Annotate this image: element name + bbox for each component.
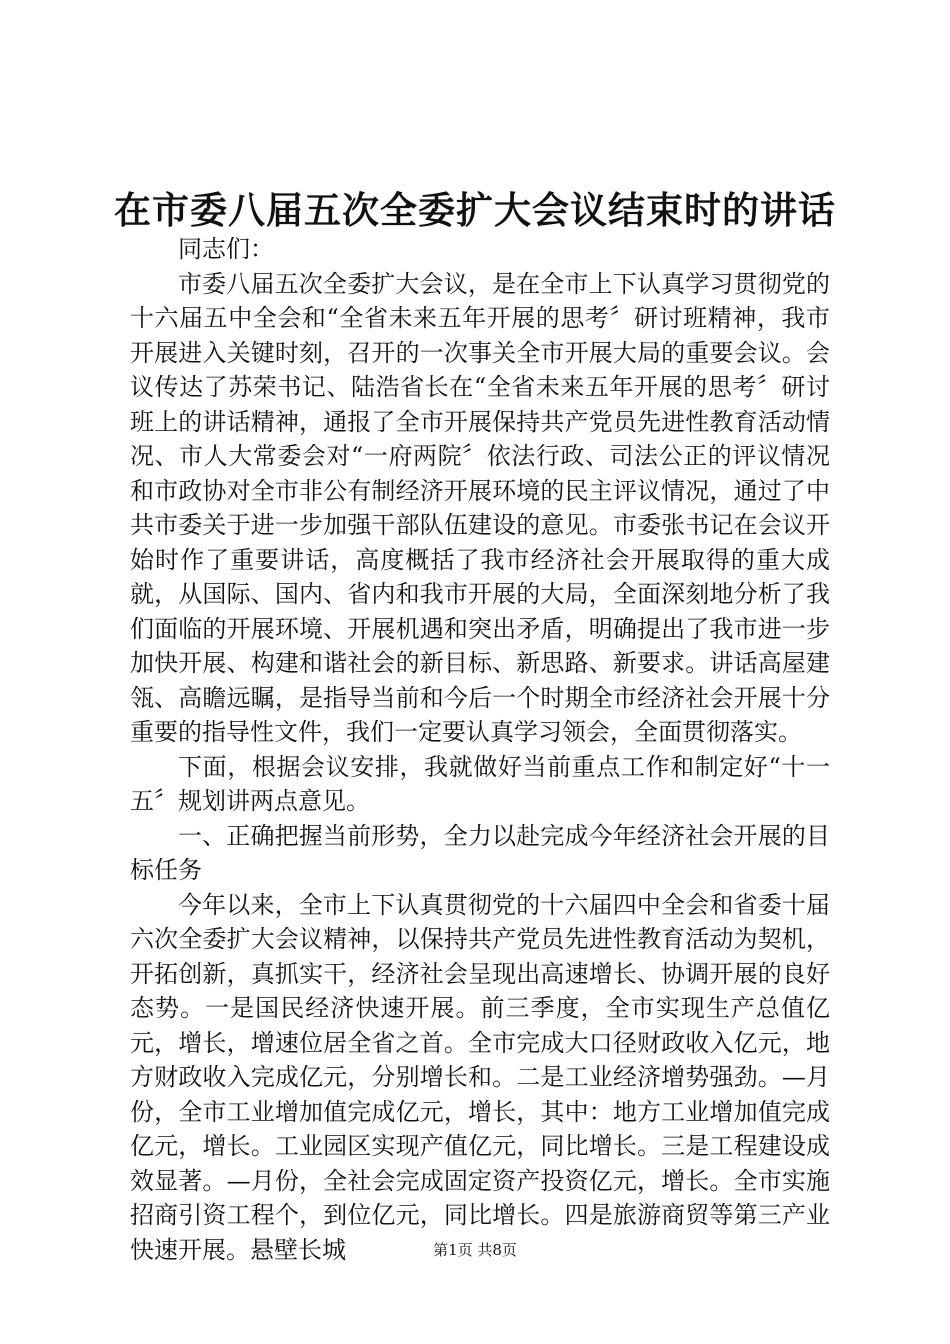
salutation-paragraph: 同志们：	[178, 235, 274, 263]
body-paragraph: 下面，根据会议安排，我就做好当前重点工作和制定好“十一五〞规划讲两点意见。	[130, 752, 830, 815]
section-heading: 一、正确把握当前形势，全力以赴完成今年经济社会开展的目标任务	[130, 821, 830, 884]
body-paragraph: 今年以来，全市上下认真贯彻党的十六届四中全会和省委十届六次全委扩大会议精神，以保持共产党员先进性教育活动为契机，开拓创新，真抓实干，经济社会呈现出高速增长、协调开展的良好态势。一是国民经济快速开展。前三季度，全市实现生产总值亿元，增长，增速位居全省之首。全市完成大口径财政收入亿元，地方财政收入完成亿元，分别增长和。二是工业经济增势强劲。—月份，全市工业增加值完成亿元，增长，其中：地方工业增加值完成亿元，增长。工业园区实现产值亿元，同比增长。三是工程建设成效显著。—月份，全社会完成固定资产投资亿元，增长。全市实施招商引资工程个，到位亿元，同比增长。四是旅游商贸等第三产业快速开展。悬壁长城	[130, 890, 830, 1264]
page-number-footer: 第1页 共8页	[433, 1241, 517, 1259]
document-body	[130, 232, 830, 1267]
body-paragraph: 市委八届五次全委扩大会议，是在全市上下认真学习贯彻党的十六届五中全会和“全省未来五年开展的思考〞研讨班精神，我市开展进入关键时刻，召开的一次事关全市开展大局的重要会议。会议传达了苏荣书记、陆浩省长在“全省未来五年开展的思考〞研讨班上的讲话精神，通报了全市开展保持共产党员先进性教育活动情况、市人大常委会对“一府两院〞依法行政、司法公正的评议情况和市政协对全市非公有制经济开展环境的民主评议情况，通过了中共市委关于进一步加强干部队伍建设的意见。市委张书记在会议开始时作了重要讲话，高度概括了我市经济社会开展取得的重大成就，从国际、国内、省内和我市开展的大局，全面深刻地分析了我们面临的开展环境、开展机遇和突出矛盾，明确提出了我市进一步加快开展、构建和谐社会的新目标、新思路、新要求。讲话高屋建瓴、高瞻远瞩，是指导当前和今后一个时期全市经济社会开展十分重要的指导性文件，我们一定要认真学习领会，全面贯彻落实。	[130, 269, 830, 746]
document-title: 在市委八届五次全委扩大会议结束时的讲话	[114, 188, 836, 232]
